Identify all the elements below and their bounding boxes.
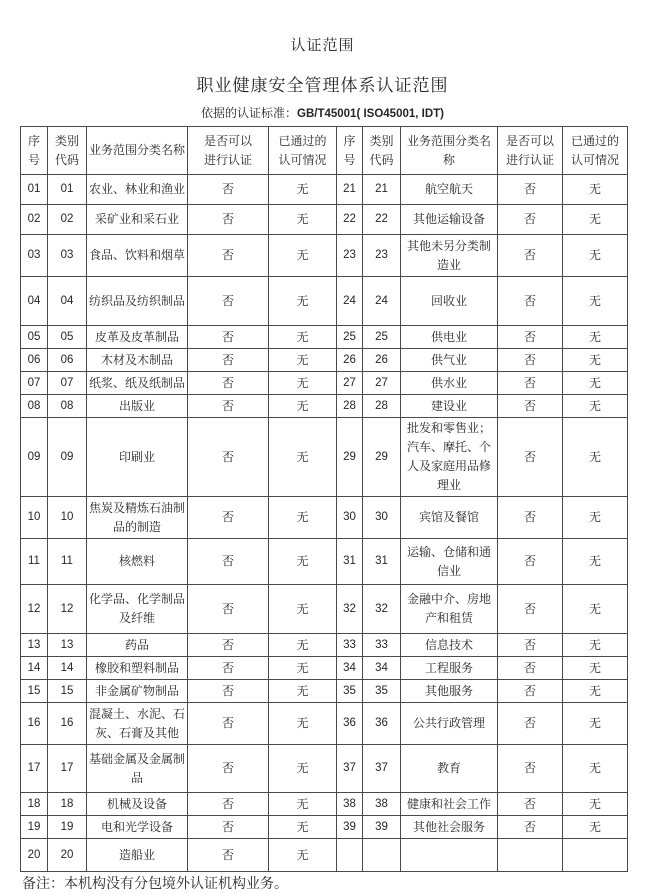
code-cell-right: 35 bbox=[363, 680, 401, 703]
accreditation-cell-left: 无 bbox=[269, 680, 337, 703]
accreditation-cell-left: 无 bbox=[269, 703, 337, 745]
table-row bbox=[21, 793, 628, 816]
name-cell-left: 非金属矿物制品 bbox=[87, 680, 188, 703]
certifiable-cell-right: 否 bbox=[498, 349, 563, 372]
accreditation-cell-left: 无 bbox=[269, 539, 337, 585]
accreditation-cell-right: 无 bbox=[563, 395, 628, 418]
standard-line bbox=[0, 106, 645, 122]
seq-cell-left: 15 bbox=[21, 680, 48, 703]
code-cell-right: 23 bbox=[363, 235, 401, 277]
certifiable-cell-right bbox=[498, 839, 563, 872]
certifiable-cell-right: 否 bbox=[498, 703, 563, 745]
accreditation-cell-right: 无 bbox=[563, 585, 628, 634]
certifiable-cell-left: 否 bbox=[188, 657, 269, 680]
table-row bbox=[21, 326, 628, 349]
code-cell-right: 30 bbox=[363, 497, 401, 539]
accreditation-cell-right: 无 bbox=[563, 793, 628, 816]
name-cell-left: 纸浆、纸及纸制品 bbox=[87, 372, 188, 395]
certifiable-cell-right: 否 bbox=[498, 205, 563, 235]
code-cell-left: 17 bbox=[48, 745, 87, 793]
name-cell-right bbox=[401, 839, 498, 872]
code-cell-left: 11 bbox=[48, 539, 87, 585]
certifiable-cell-right: 否 bbox=[498, 816, 563, 839]
accreditation-cell-right: 无 bbox=[563, 205, 628, 235]
accreditation-cell-right: 无 bbox=[563, 816, 628, 839]
code-cell-left: 03 bbox=[48, 235, 87, 277]
certifiable-cell-left: 否 bbox=[188, 205, 269, 235]
certifiable-cell-left: 否 bbox=[188, 395, 269, 418]
seq-cell-left: 05 bbox=[21, 326, 48, 349]
accreditation-cell-left: 无 bbox=[269, 277, 337, 326]
header-seq-left: 序号 bbox=[21, 127, 48, 175]
table-row bbox=[21, 657, 628, 680]
seq-cell-right: 38 bbox=[337, 793, 363, 816]
name-cell-left: 混凝土、水泥、石灰、石膏及其他 bbox=[87, 703, 188, 745]
seq-cell-right: 27 bbox=[337, 372, 363, 395]
name-cell-left: 出版业 bbox=[87, 395, 188, 418]
accreditation-cell-left: 无 bbox=[269, 395, 337, 418]
certification-scope-table bbox=[20, 126, 628, 872]
name-cell-left: 焦炭及精炼石油制品的制造 bbox=[87, 497, 188, 539]
accreditation-cell-right: 无 bbox=[563, 634, 628, 657]
name-cell-right: 其他服务 bbox=[401, 680, 498, 703]
name-cell-left: 药品 bbox=[87, 634, 188, 657]
seq-cell-left: 10 bbox=[21, 497, 48, 539]
accreditation-cell-right: 无 bbox=[563, 703, 628, 745]
code-cell-right: 26 bbox=[363, 349, 401, 372]
header-certifiable-right: 是否可以进行认证 bbox=[498, 127, 563, 175]
seq-cell-right: 25 bbox=[337, 326, 363, 349]
seq-cell-left: 09 bbox=[21, 418, 48, 497]
code-cell-left: 01 bbox=[48, 175, 87, 205]
certifiable-cell-right: 否 bbox=[498, 395, 563, 418]
table-row bbox=[21, 349, 628, 372]
code-cell-right bbox=[363, 839, 401, 872]
table-row bbox=[21, 816, 628, 839]
name-cell-right: 其他社会服务 bbox=[401, 816, 498, 839]
table-row bbox=[21, 585, 628, 634]
name-cell-right: 信息技术 bbox=[401, 634, 498, 657]
table-row bbox=[21, 175, 628, 205]
header-code-left: 类别代码 bbox=[48, 127, 87, 175]
code-cell-left: 10 bbox=[48, 497, 87, 539]
header-name-left: 业务范围分类名称 bbox=[87, 127, 188, 175]
seq-cell-right: 35 bbox=[337, 680, 363, 703]
accreditation-cell-right: 无 bbox=[563, 745, 628, 793]
accreditation-cell-left: 无 bbox=[269, 175, 337, 205]
certifiable-cell-right: 否 bbox=[498, 277, 563, 326]
accreditation-cell-left: 无 bbox=[269, 497, 337, 539]
seq-cell-left: 20 bbox=[21, 839, 48, 872]
name-cell-right: 教育 bbox=[401, 745, 498, 793]
code-cell-left: 07 bbox=[48, 372, 87, 395]
certifiable-cell-left: 否 bbox=[188, 539, 269, 585]
name-cell-right: 批发和零售业；汽车、摩托、个人及家庭用品修理业 bbox=[401, 418, 498, 497]
name-cell-right: 运输、仓储和通信业 bbox=[401, 539, 498, 585]
accreditation-cell-left: 无 bbox=[269, 418, 337, 497]
seq-cell-right: 30 bbox=[337, 497, 363, 539]
certifiable-cell-right: 否 bbox=[498, 326, 563, 349]
certifiable-cell-right: 否 bbox=[498, 657, 563, 680]
name-cell-right: 航空航天 bbox=[401, 175, 498, 205]
certifiable-cell-right: 否 bbox=[498, 175, 563, 205]
seq-cell-left: 13 bbox=[21, 634, 48, 657]
name-cell-left: 木材及木制品 bbox=[87, 349, 188, 372]
code-cell-right: 32 bbox=[363, 585, 401, 634]
standard-value: GB/T45001( ISO45001, IDT) bbox=[297, 108, 445, 120]
name-cell-left: 皮革及皮革制品 bbox=[87, 326, 188, 349]
certifiable-cell-left: 否 bbox=[188, 418, 269, 497]
certifiable-cell-right: 否 bbox=[498, 497, 563, 539]
code-cell-left: 19 bbox=[48, 816, 87, 839]
certifiable-cell-right: 否 bbox=[498, 372, 563, 395]
table-row bbox=[21, 839, 628, 872]
code-cell-right: 25 bbox=[363, 326, 401, 349]
code-cell-left: 15 bbox=[48, 680, 87, 703]
name-cell-right: 供电业 bbox=[401, 326, 498, 349]
table-row bbox=[21, 703, 628, 745]
code-cell-right: 28 bbox=[363, 395, 401, 418]
certifiable-cell-left: 否 bbox=[188, 277, 269, 326]
seq-cell-left: 02 bbox=[21, 205, 48, 235]
code-cell-right: 36 bbox=[363, 703, 401, 745]
seq-cell-left: 04 bbox=[21, 277, 48, 326]
standard-label: 依据的认证标准： bbox=[200, 106, 297, 120]
accreditation-cell-right: 无 bbox=[563, 326, 628, 349]
seq-cell-left: 19 bbox=[21, 816, 48, 839]
name-cell-right: 建设业 bbox=[401, 395, 498, 418]
table-row bbox=[21, 395, 628, 418]
accreditation-cell-left: 无 bbox=[269, 634, 337, 657]
note: 备注：本机构没有分包境外认证机构业务。 bbox=[22, 877, 288, 892]
certifiable-cell-left: 否 bbox=[188, 175, 269, 205]
accreditation-cell-right: 无 bbox=[563, 235, 628, 277]
name-cell-left: 电和光学设备 bbox=[87, 816, 188, 839]
name-cell-right: 供气业 bbox=[401, 349, 498, 372]
name-cell-right: 其他运输设备 bbox=[401, 205, 498, 235]
table-row bbox=[21, 277, 628, 326]
name-cell-left: 农业、林业和渔业 bbox=[87, 175, 188, 205]
certifiable-cell-left: 否 bbox=[188, 745, 269, 793]
certifiable-cell-left: 否 bbox=[188, 372, 269, 395]
seq-cell-left: 16 bbox=[21, 703, 48, 745]
certifiable-cell-right: 否 bbox=[498, 680, 563, 703]
certifiable-cell-left: 否 bbox=[188, 680, 269, 703]
accreditation-cell-right: 无 bbox=[563, 657, 628, 680]
header-name-right: 业务范围分类名称 bbox=[401, 127, 498, 175]
code-cell-right: 37 bbox=[363, 745, 401, 793]
seq-cell-right: 36 bbox=[337, 703, 363, 745]
code-cell-right: 29 bbox=[363, 418, 401, 497]
name-cell-right: 金融中介、房地产和租赁 bbox=[401, 585, 498, 634]
certifiable-cell-left: 否 bbox=[188, 349, 269, 372]
seq-cell-right: 33 bbox=[337, 634, 363, 657]
header-accreditation-left: 已通过的认可情况 bbox=[269, 127, 337, 175]
certifiable-cell-left: 否 bbox=[188, 793, 269, 816]
accreditation-cell-right: 无 bbox=[563, 680, 628, 703]
seq-cell-right: 29 bbox=[337, 418, 363, 497]
table-header-row bbox=[21, 127, 628, 175]
certifiable-cell-left: 否 bbox=[188, 703, 269, 745]
certifiable-cell-left: 否 bbox=[188, 634, 269, 657]
code-cell-right: 33 bbox=[363, 634, 401, 657]
table-row bbox=[21, 634, 628, 657]
accreditation-cell-right: 无 bbox=[563, 418, 628, 497]
code-cell-right: 31 bbox=[363, 539, 401, 585]
accreditation-cell-left: 无 bbox=[269, 235, 337, 277]
code-cell-left: 08 bbox=[48, 395, 87, 418]
certifiable-cell-left: 否 bbox=[188, 235, 269, 277]
table-row bbox=[21, 372, 628, 395]
seq-cell-left: 03 bbox=[21, 235, 48, 277]
name-cell-left: 核燃料 bbox=[87, 539, 188, 585]
accreditation-cell-right: 无 bbox=[563, 277, 628, 326]
code-cell-left: 06 bbox=[48, 349, 87, 372]
code-cell-right: 38 bbox=[363, 793, 401, 816]
accreditation-cell-right: 无 bbox=[563, 372, 628, 395]
certifiable-cell-right: 否 bbox=[498, 418, 563, 497]
code-cell-left: 05 bbox=[48, 326, 87, 349]
accreditation-cell-left: 无 bbox=[269, 657, 337, 680]
certifiable-cell-right: 否 bbox=[498, 793, 563, 816]
name-cell-right: 其他未另分类制造业 bbox=[401, 235, 498, 277]
certifiable-cell-right: 否 bbox=[498, 585, 563, 634]
code-cell-left: 14 bbox=[48, 657, 87, 680]
seq-cell-right: 24 bbox=[337, 277, 363, 326]
table-row bbox=[21, 418, 628, 497]
certifiable-cell-right: 否 bbox=[498, 745, 563, 793]
table-row bbox=[21, 497, 628, 539]
header-code-right: 类别代码 bbox=[363, 127, 401, 175]
accreditation-cell-right: 无 bbox=[563, 497, 628, 539]
name-cell-right: 回收业 bbox=[401, 277, 498, 326]
certifiable-cell-right: 否 bbox=[498, 539, 563, 585]
seq-cell-left: 14 bbox=[21, 657, 48, 680]
seq-cell-right bbox=[337, 839, 363, 872]
code-cell-right: 34 bbox=[363, 657, 401, 680]
table-row bbox=[21, 539, 628, 585]
seq-cell-right: 22 bbox=[337, 205, 363, 235]
name-cell-right: 工程服务 bbox=[401, 657, 498, 680]
code-cell-left: 02 bbox=[48, 205, 87, 235]
code-cell-left: 13 bbox=[48, 634, 87, 657]
code-cell-left: 12 bbox=[48, 585, 87, 634]
table-row bbox=[21, 680, 628, 703]
table-row bbox=[21, 235, 628, 277]
name-cell-left: 化学品、化学制品及纤维 bbox=[87, 585, 188, 634]
code-cell-right: 39 bbox=[363, 816, 401, 839]
name-cell-right: 公共行政管理 bbox=[401, 703, 498, 745]
accreditation-cell-left: 无 bbox=[269, 349, 337, 372]
seq-cell-right: 37 bbox=[337, 745, 363, 793]
page-subtitle: 职业健康安全管理体系认证范围 bbox=[196, 76, 449, 95]
seq-cell-right: 28 bbox=[337, 395, 363, 418]
certifiable-cell-left: 否 bbox=[188, 839, 269, 872]
code-cell-right: 21 bbox=[363, 175, 401, 205]
name-cell-right: 健康和社会工作 bbox=[401, 793, 498, 816]
code-cell-right: 24 bbox=[363, 277, 401, 326]
table-row bbox=[21, 205, 628, 235]
seq-cell-right: 31 bbox=[337, 539, 363, 585]
code-cell-left: 09 bbox=[48, 418, 87, 497]
name-cell-left: 印刷业 bbox=[87, 418, 188, 497]
seq-cell-left: 08 bbox=[21, 395, 48, 418]
seq-cell-left: 12 bbox=[21, 585, 48, 634]
code-cell-left: 16 bbox=[48, 703, 87, 745]
accreditation-cell-left: 无 bbox=[269, 816, 337, 839]
header-certifiable-left: 是否可以进行认证 bbox=[188, 127, 269, 175]
certifiable-cell-left: 否 bbox=[188, 497, 269, 539]
accreditation-cell-left: 无 bbox=[269, 745, 337, 793]
certifiable-cell-right: 否 bbox=[498, 634, 563, 657]
name-cell-left: 纺织品及纺织制品 bbox=[87, 277, 188, 326]
page-title: 认证范围 bbox=[290, 38, 355, 54]
code-cell-left: 18 bbox=[48, 793, 87, 816]
seq-cell-left: 01 bbox=[21, 175, 48, 205]
seq-cell-left: 11 bbox=[21, 539, 48, 585]
name-cell-right: 宾馆及餐馆 bbox=[401, 497, 498, 539]
code-cell-left: 04 bbox=[48, 277, 87, 326]
accreditation-cell-left: 无 bbox=[269, 326, 337, 349]
code-cell-left: 20 bbox=[48, 839, 87, 872]
certifiable-cell-left: 否 bbox=[188, 326, 269, 349]
seq-cell-right: 34 bbox=[337, 657, 363, 680]
name-cell-left: 机械及设备 bbox=[87, 793, 188, 816]
name-cell-left: 采矿业和采石业 bbox=[87, 205, 188, 235]
header-seq-right: 序号 bbox=[337, 127, 363, 175]
accreditation-cell-left: 无 bbox=[269, 793, 337, 816]
seq-cell-right: 32 bbox=[337, 585, 363, 634]
accreditation-cell-left: 无 bbox=[269, 585, 337, 634]
certifiable-cell-left: 否 bbox=[188, 816, 269, 839]
name-cell-left: 食品、饮料和烟草 bbox=[87, 235, 188, 277]
accreditation-cell-right bbox=[563, 839, 628, 872]
header-accreditation-right: 已通过的认可情况 bbox=[563, 127, 628, 175]
seq-cell-left: 18 bbox=[21, 793, 48, 816]
accreditation-cell-left: 无 bbox=[269, 205, 337, 235]
seq-cell-left: 06 bbox=[21, 349, 48, 372]
name-cell-left: 橡胶和塑料制品 bbox=[87, 657, 188, 680]
accreditation-cell-left: 无 bbox=[269, 839, 337, 872]
name-cell-left: 造船业 bbox=[87, 839, 188, 872]
code-cell-right: 22 bbox=[363, 205, 401, 235]
code-cell-right: 27 bbox=[363, 372, 401, 395]
seq-cell-right: 39 bbox=[337, 816, 363, 839]
certifiable-cell-left: 否 bbox=[188, 585, 269, 634]
name-cell-left: 基础金属及金属制品 bbox=[87, 745, 188, 793]
seq-cell-right: 23 bbox=[337, 235, 363, 277]
accreditation-cell-right: 无 bbox=[563, 349, 628, 372]
table-row bbox=[21, 745, 628, 793]
seq-cell-left: 07 bbox=[21, 372, 48, 395]
seq-cell-left: 17 bbox=[21, 745, 48, 793]
certifiable-cell-right: 否 bbox=[498, 235, 563, 277]
seq-cell-right: 21 bbox=[337, 175, 363, 205]
accreditation-cell-left: 无 bbox=[269, 372, 337, 395]
accreditation-cell-right: 无 bbox=[563, 175, 628, 205]
accreditation-cell-right: 无 bbox=[563, 539, 628, 585]
name-cell-right: 供水业 bbox=[401, 372, 498, 395]
seq-cell-right: 26 bbox=[337, 349, 363, 372]
